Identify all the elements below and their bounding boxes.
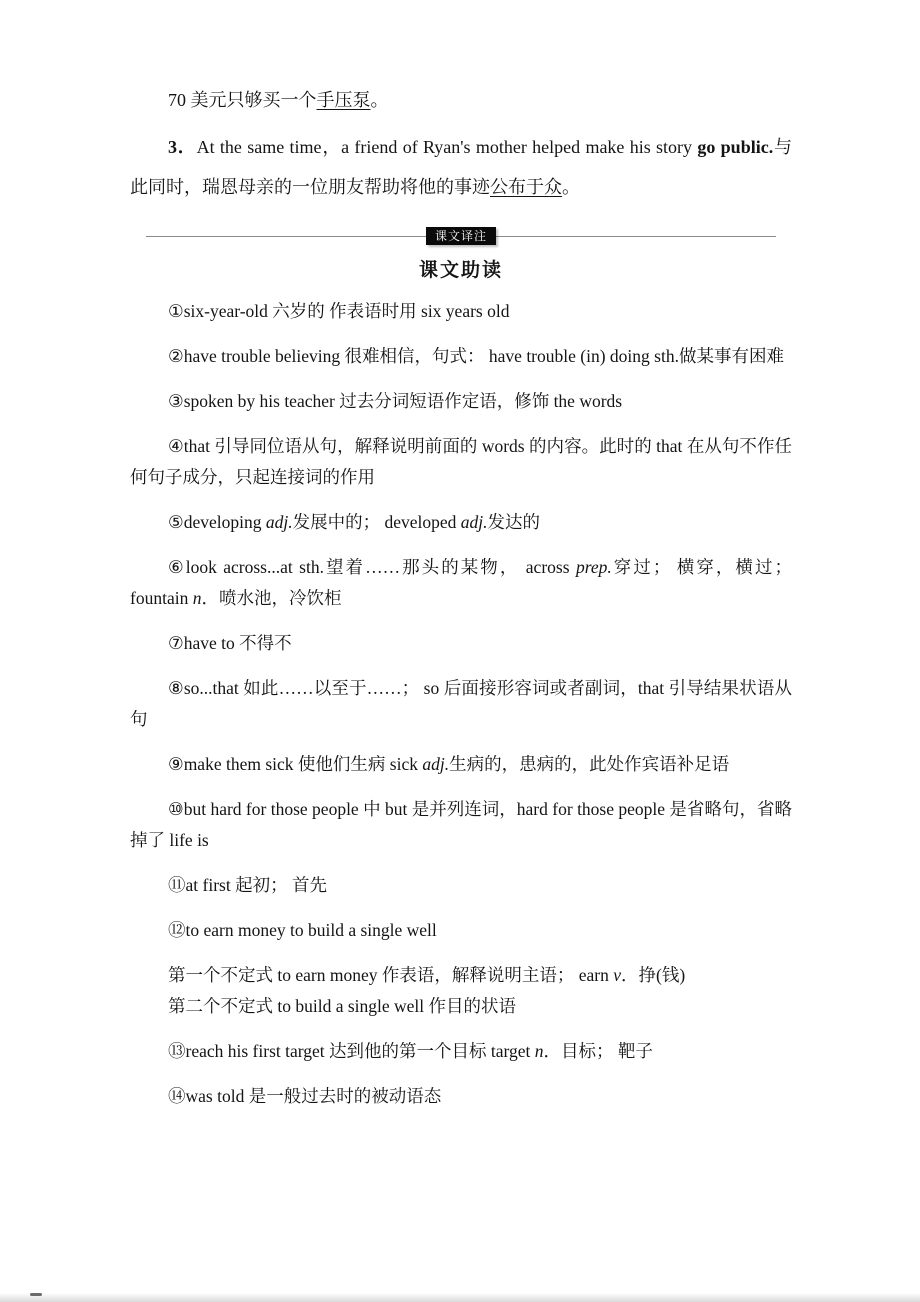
text-segment: ⑭was told 是一般过去时的被动语态 (168, 1086, 442, 1106)
text-segment: 第二个不定式 to build a single well 作目的状语 (168, 996, 517, 1016)
text-segment: ．挣(钱) (621, 965, 686, 985)
note-paragraph (130, 341, 792, 372)
text-segment: At the same time，a friend of Ryan's mother helped make his story (196, 137, 698, 157)
text-segment: 手压泵 (316, 90, 371, 110)
sentence-3 (130, 127, 792, 207)
text-segment: ．喷水池，冷饮柜 (201, 588, 342, 608)
note-paragraph (130, 870, 792, 901)
text-segment: ．目标； 靶子 (543, 1041, 653, 1061)
text-segment: n (534, 1041, 544, 1061)
text-segment: go public. (697, 137, 774, 157)
text-segment: ⑨make them sick 使他们生病 sick (168, 754, 423, 774)
text-segment: ⑦have to 不得不 (168, 633, 292, 653)
section-title: 课文助读 (418, 260, 503, 281)
text-segment: ①six-year-old 六岁的 作表语时用 six years old (168, 301, 510, 321)
text-segment: 与此同时，瑞恩母亲的一位朋友帮助将他的事迹 (130, 137, 793, 197)
note-paragraph (130, 673, 792, 735)
text-segment: 。 (562, 177, 580, 197)
note-paragraph (130, 794, 792, 856)
text-segment: 第一个不定式 to earn money 作表语，解释说明主语； earn (168, 965, 614, 985)
notes-list (130, 296, 792, 1112)
text-segment: 发展中的； developed (292, 512, 461, 532)
text-segment: 生病的，患病的，此处作宾语补足语 (449, 754, 730, 774)
text-segment: v (613, 965, 621, 985)
text-segment: 穿过； 横穿，横过； fountain (130, 557, 792, 608)
text-segment: ②have trouble believing 很难相信，句式： have trouble (in) doing sth.做某事有困难 (168, 346, 784, 366)
text-segment: 70 美元只够买一个 (168, 90, 317, 110)
note-paragraph (130, 431, 792, 493)
text-segment: 发达的 (487, 512, 540, 532)
note-paragraph (130, 552, 792, 614)
text-segment: 公布于众 (490, 177, 562, 197)
text-segment: ⑥look across...at sth.望着……那头的某物， across (168, 557, 576, 577)
note-paragraph (130, 507, 792, 538)
text-segment: n (192, 588, 202, 608)
note-paragraph (130, 960, 792, 991)
note-paragraph (130, 296, 792, 327)
translation-block (130, 80, 792, 207)
note-paragraph (130, 386, 792, 417)
scan-mark (30, 1293, 42, 1296)
text-segment: ⑪at first 起初； 首先 (168, 875, 327, 895)
note-paragraph (130, 1081, 792, 1112)
divider-label: 课文译注 (426, 227, 496, 245)
section-divider (146, 227, 776, 245)
text-segment: ⑤developing (168, 512, 266, 532)
text-segment: ⑬reach his first target 达到他的第一个目标 target (168, 1041, 535, 1061)
text-segment: ⑩but hard for those people 中 but 是并列连词，hard for those people 是省略句，省略掉了 life is (130, 799, 792, 850)
text-segment: ⑫to earn money to build a single well (168, 920, 437, 940)
note-paragraph (130, 915, 792, 946)
text-segment: 。 (370, 90, 389, 110)
note-paragraph (130, 628, 792, 659)
page-bottom-edge (0, 1293, 920, 1302)
note-paragraph (130, 749, 792, 780)
note-paragraph (130, 991, 792, 1022)
note-paragraph (130, 1036, 792, 1067)
text-segment: 3． (168, 137, 197, 157)
text-segment: adj. (265, 512, 293, 532)
text-segment: adj. (460, 512, 488, 532)
text-segment: adj. (422, 754, 450, 774)
pump-translation-line (130, 80, 792, 120)
text-segment: prep. (575, 557, 612, 577)
text-segment: ④that 引导同位语从句，解释说明前面的 words 的内容。此时的 that 在从句不作任何句子成分，只起连接词的作用 (130, 436, 792, 487)
text-segment: ⑧so...that 如此……以至于……； so 后面接形容词或者副词，that 引导结果状语从句 (130, 678, 792, 729)
text-segment: ③spoken by his teacher 过去分词短语作定语，修饰 the words (168, 391, 623, 411)
